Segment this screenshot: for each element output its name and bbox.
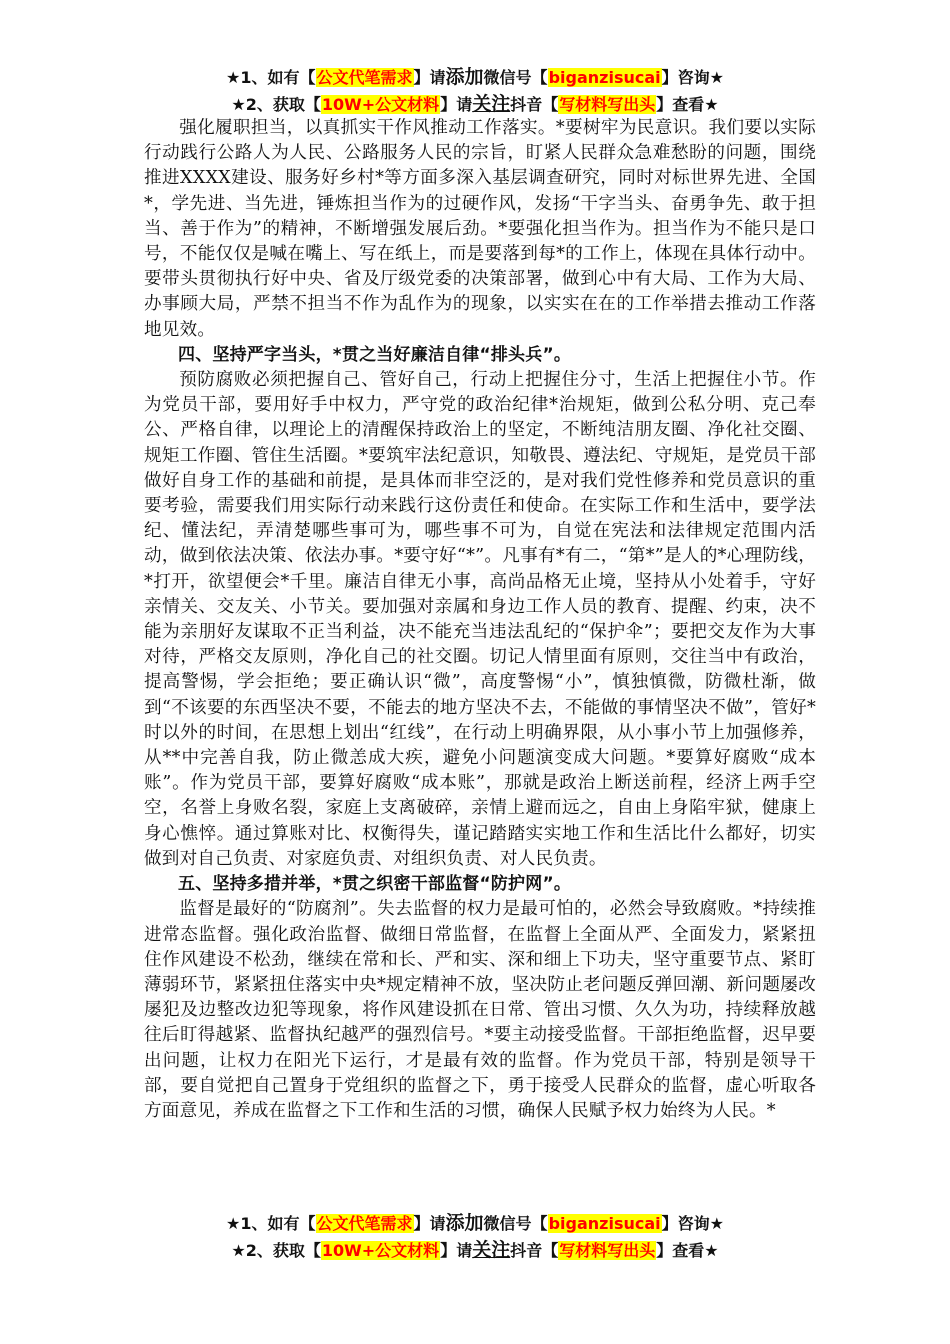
banner-text: 抖音【 <box>510 95 559 114</box>
banner-text: ★1、如有【 <box>226 68 316 87</box>
banner-line-1 <box>0 64 950 91</box>
banner-text: 】查看★ <box>656 1241 719 1260</box>
banner-text: 】请 <box>440 95 473 114</box>
bottom-banner <box>0 1210 950 1264</box>
banner-highlight: 10W+公文材料 <box>321 95 440 114</box>
banner-emphasis: 添加 <box>445 1212 484 1234</box>
banner-highlight: biganzisucai <box>548 68 661 87</box>
banner-highlight: 公文代笔需求 <box>316 1214 413 1233</box>
banner-highlight: 写材料写出头 <box>559 95 656 114</box>
banner-highlight: 公文代笔需求 <box>316 68 413 87</box>
top-banner <box>0 64 950 118</box>
banner-line-1 <box>0 1210 950 1237</box>
banner-text: 】请 <box>413 68 446 87</box>
banner-highlight: 10W+公文材料 <box>321 1241 440 1260</box>
banner-text: 抖音【 <box>510 1241 559 1260</box>
banner-line-2 <box>0 1237 950 1264</box>
banner-text: 微信号【 <box>483 1214 548 1233</box>
paragraph: 预防腐败必须把握自己、管好自己，行动上把握住分寸，生活上把握住小节。作为党员干部，要用好手中权力，严守党的政治纪律*治规矩，做到公私分明、克己奉公、严格自律，以理论上的清醒保持政治上的坚定，不断纯洁朋友圈、净化社交圈、规矩工作圈、管住生活圈。*要筑牢法纪意识，知敬畏、遵法纪、守规矩，是党员干部做好自身工作的基础和前提，是具体而非空泛的，是对我们党性修养和党员意识的重要考验，需要我们用实际行动来践行这份责任和使命。在实际工作和生活中，要学法纪、懂法纪，弄清楚哪些事可为，哪些事不可为，自觉在宪法和法律规定范围内活动，做到依法决策、依法办事。*要守好“*”。凡事有*有二，“第*”是人的*心理防线，*打开，欲望便会*千里。廉洁自律无小事，高尚品格无止境，坚持从小处着手，守好亲情关、交友关、小节关。要加强对亲属和身边工作人员的教育、提醒、约束，决不能为亲朋好友谋取不正当利益，决不能充当违法乱纪的“保护伞”；要把交友作为大事对待，严格交友原则，净化自己的社交圈。切记人情里面有原则，交往当中有政治，提高警惕，学会拒绝；要正确认识“微”，高度警惕“小”，慎独慎微，防微杜渐，做到“不该要的东西坚决不要，不能去的地方坚决不去，不能做的事情坚决不做”，管好*时以外的时间，在思想上划出“红线”，在行动上明确界限，从小事小节上加强修养，从**中完善自我，防止微恙成大疾，避免小问题演变成大问题。*要算好腐败“成本账”。作为党员干部，要算好腐败“成本账”，那就是政治上断送前程，经济上两手空空，名誉上身败名裂，家庭上支离破碎，亲情上避而远之，自由上身陷牢狱，健康上身心憔悴。通过算账对比、权衡得失，谨记踏踏实实地工作和生活比什么都好，切实做到对自己负责、对家庭负责、对组织负责、对人民负责。 <box>144 370 816 869</box>
banner-line-2 <box>0 91 950 118</box>
banner-emphasis: 关注 <box>472 1239 511 1261</box>
banner-emphasis: 添加 <box>445 66 484 88</box>
banner-text: ★1、如有【 <box>226 1214 316 1233</box>
paragraph: 监督是最好的“防腐剂”。失去监督的权力是最可怕的，必然会导致腐败。*持续推进常态监督。强化政治监督、做细日常监督，在监督上全面从严、全面发力，紧紧扭住作风建设不松劲，继续在常和长、严和实、深和细上下功夫，坚守重要节点、紧盯薄弱环节，紧紧扭住落实中央*规定精神不放，坚决防止老问题反弹回潮、新问题屡改屡犯及边整改边犯等现象，将作风建设抓在日常、管出习惯、久久为功，持续释放越往后盯得越紧、监督执纪越严的强烈信号。*要主动接受监督。干部拒绝监督，迟早要出问题，让权力在阳光下运行，才是最有效的监督。作为党员干部，特别是领导干部，要自觉把自己置身于党组织的监督之下，勇于接受人民群众的监督，虚心听取各方面意见，养成在监督之下工作和生活的习惯，确保人民赋予权力始终为人民。* <box>144 899 816 1121</box>
banner-text: 】查看★ <box>656 95 719 114</box>
banner-text: ★2、获取【 <box>231 1241 321 1260</box>
paragraph: 强化履职担当，以真抓实干作风推动工作落实。*要树牢为民意识。我们要以实际行动践行公路人为人民、公路服务人民的宗旨，盯紧人民群众急难愁盼的问题，围绕推进XXXX建设、服务好乡村*等方面多深入基层调查研究，同时对标世界先进、全国*，学先进、当先进，锤炼担当作为的过硬作风，发扬“干字当头、奋勇争先、敢于担当、善于作为”的精神，不断增强发展后劲。*要强化担当作为。担当作为不能只是口号，不能仅仅是喊在嘴上、写在纸上，而是要落到每*的工作上，体现在具体行动中。要带头贯彻执行好中央、省及厅级党委的决策部署，做到心中有大局、工作为大局、办事顾大局，严禁不担当不作为乱作为的现象，以实实在在的工作举措去推动工作落地见效。 <box>144 118 816 340</box>
banner-highlight: 写材料写出头 <box>559 1241 656 1260</box>
document-body <box>144 116 816 1124</box>
banner-text: 微信号【 <box>483 68 548 87</box>
banner-text: 】咨询★ <box>661 1214 724 1233</box>
section-heading: 五、坚持多措并举，*贯之织密干部监督“防护网”。 <box>178 874 572 895</box>
banner-text: ★2、获取【 <box>231 95 321 114</box>
banner-text: 】请 <box>440 1241 473 1260</box>
banner-highlight: biganzisucai <box>548 1214 661 1233</box>
banner-text: 】请 <box>413 1214 446 1233</box>
banner-emphasis: 关注 <box>472 93 511 115</box>
section-heading: 四、坚持严字当头，*贯之当好廉洁自律“排头兵”。 <box>178 344 572 365</box>
banner-text: 】咨询★ <box>661 68 724 87</box>
